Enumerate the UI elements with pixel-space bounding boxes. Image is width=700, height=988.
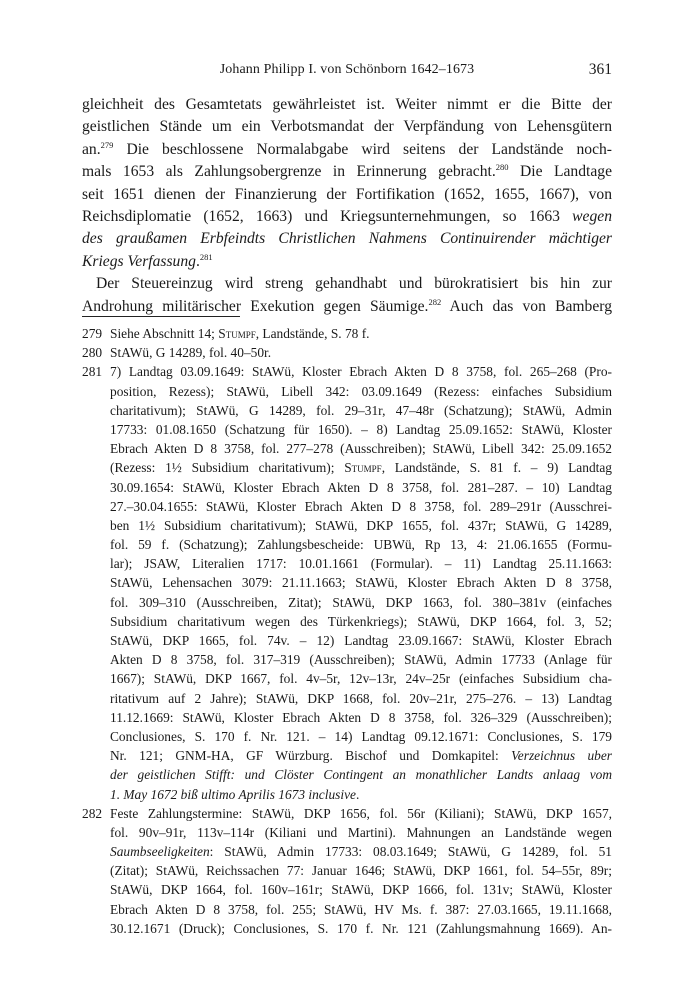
footnote-number: 281: [82, 364, 103, 380]
footnote-ref[interactable]: 279: [100, 139, 114, 150]
text-line: Androhung militärischer Exekution gegen Säumige.$^{282}$ Auch das von Bamberg: [82, 296, 612, 315]
text-line: Der Steuereinzug wird streng gehandhabt und bürokratisiert bis hin zur: [96, 275, 612, 293]
footnote-line: ritativum auf 2 Jahre); StAWü, DKP 1668, fol. 20v–21r, 275–276. – 13) Landtag: [110, 690, 612, 706]
text-line: mals 1653 als Zahlungsobergrenze in Erinnerung gebracht.$^{280}$ Die Landtage: [82, 162, 612, 181]
footnote-line: position, Rezess); StAWü, Libell 342: 03.09.1649 (Rezess: einfaches Subsidium: [110, 383, 612, 399]
text-line: des graußamen Erbfeindts Christlichen Nahmens Continuirender mächtiger: [82, 230, 612, 248]
footnote-line: fol. 59 f. (Schatzung); Zahlungsbescheide: UBWü, Rp 13, 4: 21.06.1655 (Formu-: [110, 537, 612, 553]
footnote-line: der geistlichen Stifft: und Clöster Contingent an monathlicher Landts anlaag vom: [110, 767, 612, 783]
footnote: [82, 804, 612, 938]
footnote-line: StAWü, Lehensachen 3079: 21.11.1663; StAWü, Kloster Ebrach Akten D 8 3758,: [110, 575, 612, 591]
footnote-ref[interactable]: 280: [495, 162, 509, 173]
footnote-line: 17733: 01.08.1650 (Schatzung für 1650). – 8) Landtag 25.09.1652: StAWü, Kloster: [110, 421, 612, 437]
footnote-line: Conclusiones, S. 170 f. Nr. 121. – 14) Landtag 09.12.1671: Conclusiones, S. 179: [110, 728, 612, 744]
footnote-line: Feste Zahlungstermine: StAWü, DKP 1656, fol. 56r (Kiliani); StAWü, DKP 1657,: [110, 805, 612, 821]
footnote-line: 11.12.1669: StAWü, Kloster Ebrach Akten D 8 3758, fol. 326–329 (Ausschreiben);: [110, 709, 612, 725]
footnote-number: 280: [82, 345, 103, 361]
footnote-line: (Rezess: 1½ Subsidium charitativum); Stumpf, Landstände, S. 81 f. – 9) Landtag: [110, 460, 612, 476]
footnote-line: lar); JSAW, Literalien 1717: 10.01.1661 (Formular). – 11) Landtag 25.11.1663:: [110, 556, 612, 572]
footnotes: [82, 324, 612, 938]
text-line: geistlichen Stände um ein Verbotsmandat der Verpfändung von Lehensgütern: [82, 118, 612, 136]
footnote-line: ben 1½ Subsidium charitativum); StAWü, DKP 1655, fol. 437r; StAWü, G 14289,: [110, 517, 612, 533]
footnote-line: StAWü, DKP 1665, fol. 74v. – 12) Landtag 23.09.1667: StAWü, Kloster Ebrach: [110, 633, 612, 648]
footnote-line: fol. 90v–91r, 113v–114r (Kiliani und Martini). Mahnungen an Landstände wegen: [110, 824, 612, 840]
footnote-ref[interactable]: 281: [199, 251, 213, 262]
footnote-line: Ebrach Akten D 8 3758, fol. 255; StAWü, HV Ms. f. 387: 27.03.1665, 19.11.1668,: [110, 901, 612, 917]
text-line: Kriegs Verfassung.$^{281}$: [82, 251, 213, 270]
footnote-line: 1. May 1672 biß ultimo Aprilis 1673 inclusive.: [110, 786, 360, 802]
footnote-line: 27.–30.04.1655: StAWü, Kloster Ebrach Akten D 8 3758, fol. 289–291r (Ausschrei-: [110, 498, 612, 514]
page-number: 361: [588, 61, 612, 78]
text-line: an.$^{279}$ Die beschlossene Normalabgabe wird seitens der Landstände noch-: [82, 139, 612, 158]
footnote-line: 7) Landtag 03.09.1649: StAWü, Kloster Ebrach Akten D 8 3758, fol. 265–268 (Pro-: [110, 364, 612, 380]
footnote: [82, 343, 612, 362]
footnote-line: StAWü, DKP 1664, fol. 160v–161r; StAWü, DKP 1666, fol. 131v; StAWü, Kloster: [110, 882, 612, 898]
footnote: [82, 362, 612, 803]
footnote-line: Subsidium charitativum wegen des Türkenkriegs); StAWü, DKP 1664, fol. 3, 52;: [110, 613, 612, 629]
footnote-line: StAWü, G 14289, fol. 40–50r.: [110, 345, 272, 361]
text-line: gleichheit des Gesamtetats gewährleistet ist. Weiter nimmt er die Bitte der: [82, 96, 612, 113]
footnote-number: 279: [82, 326, 103, 341]
footnote: [82, 324, 612, 343]
footnote-number: 282: [82, 805, 103, 821]
footnote-line: 1667); StAWü, DKP 1667, fol. 4v–5r, 12v–13r, 24v–25r (einfaches Subsidium cha-: [110, 671, 612, 687]
main-text: [82, 94, 612, 318]
footnote-line: 30.12.1671 (Druck); Conclusiones, S. 170 f. Nr. 121 (Zahlungsmahnung 1669). An-: [110, 920, 612, 936]
text-line: Reichsdiplomatie (1652, 1663) und Kriegsunternehmungen, so 1663 wegen: [82, 207, 612, 225]
footnote-line: charitativum); StAWü, G 14289, fol. 29–31r, 47–48r (Schatzung); StAWü, Admin: [110, 402, 612, 418]
footnote-rule: [82, 316, 240, 317]
footnote-line: (Zitat); StAWü, Reichssachen 77: Januar 1646; StAWü, DKP 1661, fol. 54–55r, 89r;: [110, 863, 612, 879]
page-header: [82, 62, 612, 84]
footnote-line: Nr. 121; GNM-HA, GF Würzburg. Bischof und Domkapitel: Verzeichnus uber: [110, 748, 613, 764]
footnote-line: Akten D 8 3758, fol. 317–319 (Ausschreiben); StAWü, Admin 17733 (Anlage für: [110, 652, 612, 668]
footnote-line: fol. 309–310 (Ausschreiben, Zitat); StAWü, DKP 1663, fol. 380–381v (einfaches: [110, 594, 612, 610]
text-line: seit 1651 dienen der Finanzierung der Fortifikation (1652, 1655, 1667), von: [82, 185, 612, 203]
footnote-line: Saumbseeligkeiten: StAWü, Admin 17733: 08.03.1649; StAWü, G 14289, fol. 51: [110, 844, 612, 860]
footnote-line: Ebrach Akten D 8 3758, fol. 277–278 (Ausschreiben); StAWü, Libell 342: 25.09.1652: [110, 441, 612, 457]
footnote-line: 30.09.1654: StAWü, Kloster Ebrach Akten D 8 3758, fol. 281–287. – 10) Landtag: [110, 479, 612, 495]
footnote-ref[interactable]: 282: [428, 296, 442, 307]
running-head: Johann Philipp I. von Schönborn 1642–1673: [219, 62, 475, 77]
footnote-line: Siehe Abschnitt 14; Stumpf, Landstände, S. 78 f.: [110, 326, 370, 341]
